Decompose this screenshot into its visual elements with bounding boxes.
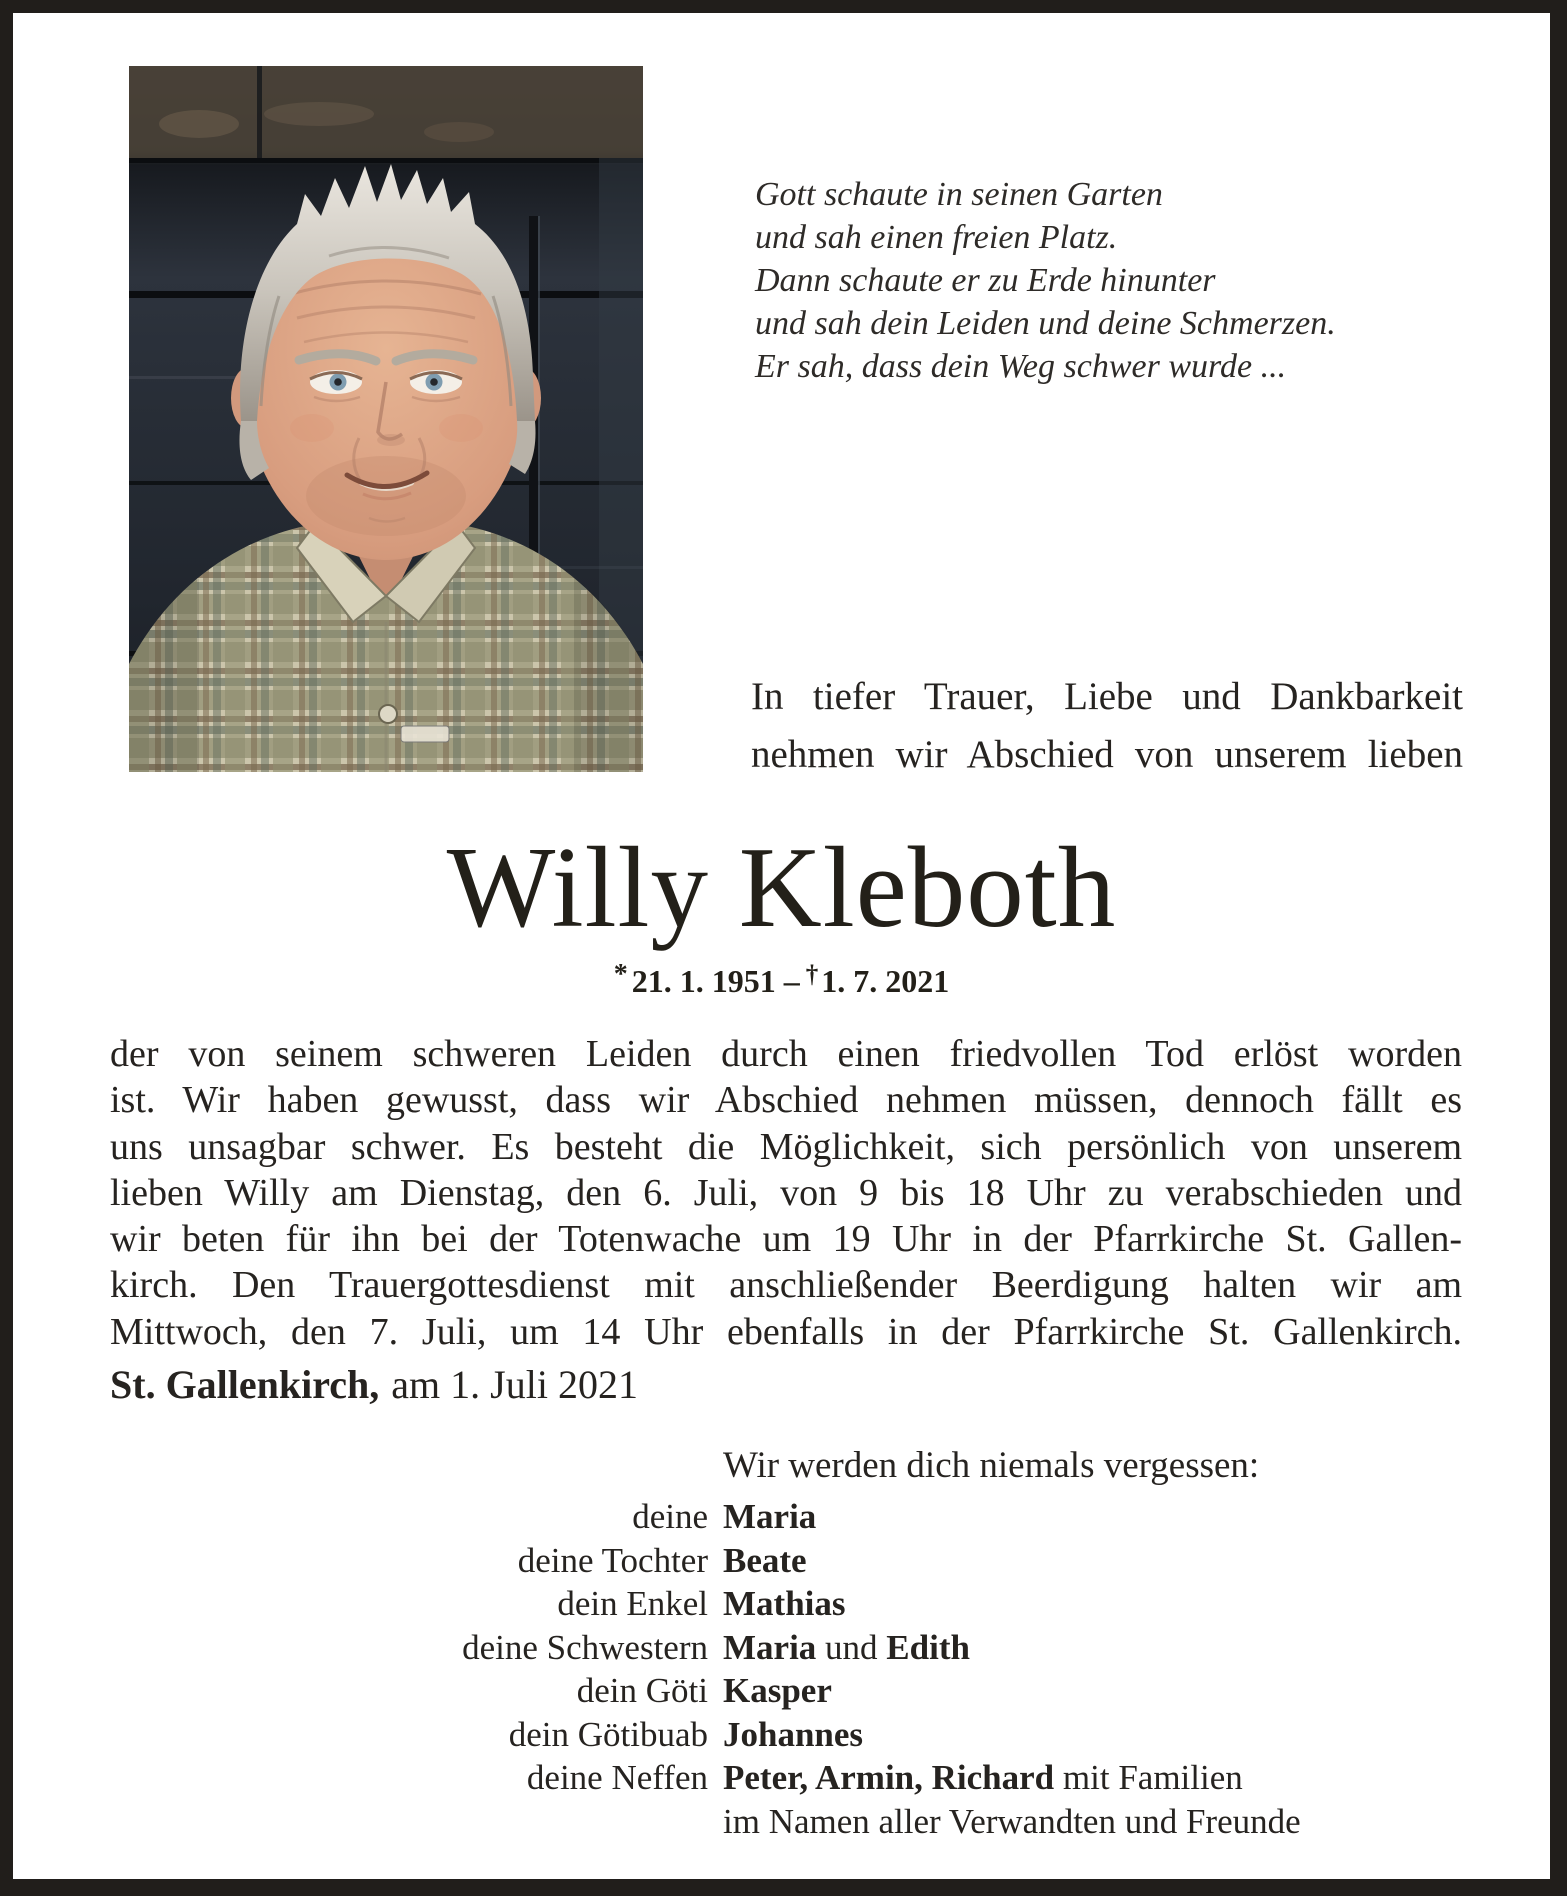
- body-line: uns unsagbar schwer. Es besteht die Möglichkeit, sich persönlich von unserem: [110, 1125, 1462, 1168]
- relative-names: im Namen aller Verwandten und Freunde: [723, 1801, 1301, 1841]
- relative-names: Maria und Edith: [723, 1627, 970, 1667]
- relative-row: [13, 1495, 1550, 1539]
- poem-line: Dann schaute er zu Erde hinunter: [755, 262, 1216, 299]
- relative-row: [13, 1626, 1550, 1670]
- issue-date: am 1. Juli 2021: [391, 1362, 638, 1407]
- relative-relation-label: dein Götibuab: [508, 1714, 708, 1754]
- relative-relation-label: deine Tochter: [517, 1540, 708, 1580]
- intro-line: In tiefer Trauer, Liebe und Dankbarkeit: [751, 675, 1463, 718]
- body-line: ist. Wir haben gewusst, dass wir Abschied nehmen müssen, dennoch fällt es: [110, 1079, 1462, 1122]
- relative-row: [13, 1800, 1550, 1844]
- relative-row: [13, 1669, 1550, 1713]
- intro-block: [751, 668, 1463, 784]
- relative-names: Johannes: [723, 1714, 864, 1754]
- relative-names: Peter, Armin, Richard mit Familien: [723, 1758, 1243, 1797]
- body-line: lieben Willy am Dienstag, den 6. Juli, von 9 bis 18 Uhr zu verabschieden und: [110, 1171, 1462, 1214]
- relative-relation-label: [13, 1800, 708, 1844]
- shirt-label-tag: [401, 726, 449, 742]
- poem-block: [755, 173, 1336, 388]
- relative-names: Kasper: [723, 1671, 832, 1710]
- birth-date: 21. 1. 1951: [631, 963, 776, 999]
- relative-names: Maria: [723, 1497, 817, 1536]
- portrait-photo: [129, 66, 643, 772]
- portrait-photo-graphic: [129, 66, 643, 772]
- poem-line: und sah einen freien Platz.: [755, 219, 1118, 256]
- relative-relation-label: dein Enkel: [557, 1584, 708, 1623]
- deceased-name: Willy Kleboth: [446, 824, 1117, 951]
- relative-relation-label: deine: [632, 1497, 708, 1536]
- body-line: kirch. Den Trauergottesdienst mit anschließender Beerdigung halten wir am: [110, 1264, 1462, 1307]
- body-line: wir beten für ihn bei der Totenwache um 19 Uhr in der Pfarrkirche St. Gallen-: [110, 1218, 1462, 1261]
- relative-row: [13, 1539, 1550, 1583]
- body-block: [110, 1031, 1462, 1355]
- relative-row: [13, 1713, 1550, 1757]
- obituary-paper: [13, 13, 1550, 1879]
- life-dates: [13, 959, 1550, 1000]
- poem-line: und sah dein Leiden und deine Schmerzen.: [755, 305, 1336, 342]
- dates-separator: –: [783, 963, 800, 999]
- poem-line: Gott schaute in seinen Garten: [755, 176, 1163, 213]
- relative-relation-label: deine Neffen: [526, 1758, 708, 1797]
- relative-relation-label: deine Schwestern: [462, 1627, 708, 1667]
- relative-names: Mathias: [723, 1584, 846, 1623]
- poem-line: Er sah, dass dein Weg schwer wurde ...: [755, 348, 1287, 385]
- body-line: Mittwoch, den 7. Juli, um 14 Uhr ebenfalls in der Pfarrkirche St. Gallenkirch.: [110, 1310, 1462, 1353]
- relatives-list: [13, 1495, 1550, 1843]
- relative-names: Beate: [723, 1540, 807, 1580]
- relative-row: [13, 1756, 1550, 1800]
- body-line: der von seinem schweren Leiden durch einen friedvollen Tod erlöst worden: [110, 1033, 1462, 1075]
- place-date-line: [110, 1361, 638, 1408]
- birth-star-symbol: *: [613, 959, 628, 990]
- relative-row: [13, 1582, 1550, 1626]
- farewell-heading: Wir werden dich niemals vergessen:: [723, 1445, 1260, 1486]
- death-date: 1. 7. 2021: [821, 963, 950, 999]
- death-dagger-symbol: †: [805, 961, 819, 988]
- relative-relation-label: dein Göti: [576, 1671, 708, 1710]
- place-name: St. Gallenkirch,: [110, 1362, 380, 1407]
- intro-line: nehmen wir Abschied von unserem lieben: [751, 733, 1463, 776]
